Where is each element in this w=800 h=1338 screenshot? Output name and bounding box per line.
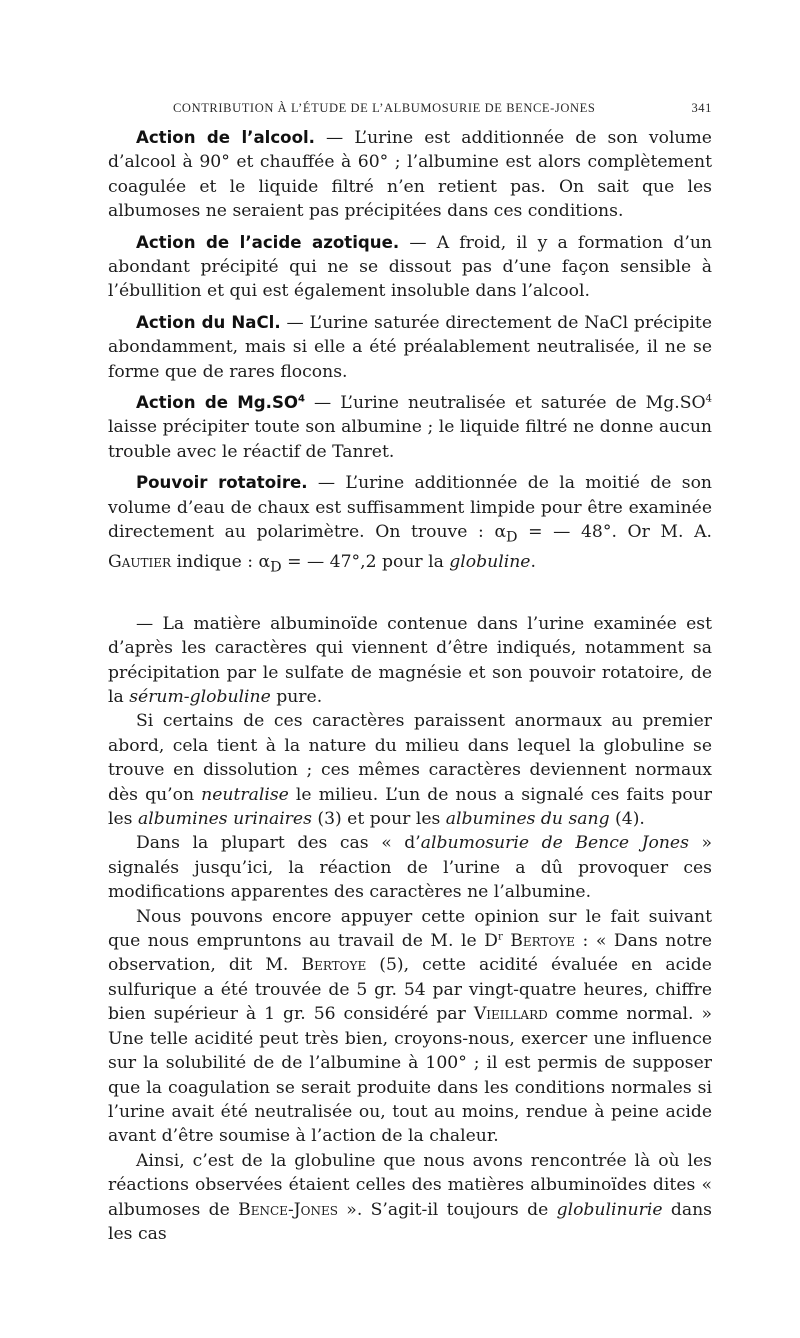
p4-text-d: comme normal. » Une telle acidité peut très bien, croyons-nous, exercer une influence sur la solubilité de de l’albumine à 100° ; il est permis de supposer que la coagulation se serait produite dans les conditions normales si l’urine avait été neutralisée ou, tout au moins, rendue à peine acide avant d’être soumise à l’action de la chaleur. <box>108 1004 712 1147</box>
p5-text-c: dans les cas <box>108 1199 712 1244</box>
alpha-subscript-2: D <box>270 559 282 576</box>
term-albumines-du-sang: albumines du sang <box>445 809 610 830</box>
text-rotatoire-d: = — 47°,2 pour la <box>281 551 450 572</box>
p1-text-b: pure. <box>270 687 323 707</box>
heading-action-azotique: Action de l’acide azotique. <box>136 232 400 252</box>
paragraph-bertoye <box>108 905 712 1149</box>
text-action-alcool: — L’urine est additionnée de son volume d’alcool à 90° et chauffée à 60° ; l’albumine est alors complètement coagulée et le liquide filtré n’en retient pas. On sait que les albumoses ne seraient pas précipitées dans ces conditions. <box>108 128 712 222</box>
alpha-subscript-1: D <box>506 529 518 546</box>
text-rotatoire-a: — L’urine additionnée de la moitié de son volume d’eau de chaux est suffisamment limpide pour être examinée directement au polarimètre. On trouve : α <box>108 473 712 543</box>
paragraph-matiere-albuminoide <box>108 612 712 710</box>
document-page <box>108 94 712 1246</box>
term-serum-globuline: sérum-globuline <box>129 687 271 707</box>
p4-text-b: : « Dans notre observation, dit M. <box>108 931 712 976</box>
heading-action-alcool: Action de l’alcool. <box>136 128 315 147</box>
p3-text-a: Dans la plupart des cas « d’ <box>136 833 421 854</box>
p2-text-d: (4). <box>609 809 645 830</box>
p3-text-b: » signalés jusqu’ici, la réaction de l’urine a dû provoquer ces modifications apparentes des caractères ne l’albumine. <box>108 833 712 903</box>
text-action-mgso-b: laisse précipiter toute son albumine ; le liquide filtré ne donne aucun trouble avec le réactif de Tanret. <box>108 417 712 462</box>
paragraph-plupart-des-cas <box>108 831 712 904</box>
paragraph-caracteres-anormaux <box>108 709 712 831</box>
page-number: 341 <box>691 101 712 115</box>
term-globulinurie: globulinurie <box>556 1199 663 1220</box>
author-bertoye-1: Bertoye <box>510 931 575 952</box>
paragraph-action-nacl <box>108 311 712 384</box>
author-gautier: Gautier <box>108 551 172 572</box>
p4-sup-r: r <box>497 931 503 943</box>
paragraph-ainsi <box>108 1149 712 1247</box>
text-action-azotique: — A froid, il y a formation d’un abondant précipité qui ne se dissout pas d’une façon sensible à l’ébullition et qui est également insoluble dans l’alcool. <box>108 232 713 302</box>
term-neutralise: neutralise <box>201 784 289 805</box>
text-rotatoire-b: = — 48°. Or M. A. <box>517 522 712 543</box>
term-albumines-urinaires: albumines urinaires <box>137 809 312 830</box>
heading-action-mgso <box>136 393 305 412</box>
term-globuline: globuline <box>449 551 531 572</box>
p4-text-a: Nous pouvons encore appuyer cette opinion sur le fait suivant que nous empruntons au travail de M. le D <box>108 906 712 952</box>
paragraph-action-mgso <box>108 391 712 464</box>
heading-action-nacl: Action du NaCl. <box>136 312 281 332</box>
p5-text-b: ». S’agit-il toujours de <box>337 1199 557 1220</box>
author-bence-jones: Bence-Jones <box>238 1199 338 1220</box>
paragraph-pouvoir-rotatoire <box>108 471 712 580</box>
paragraph-action-azotique <box>108 231 712 304</box>
p5-text-a: Ainsi, c’est de la globuline que nous avons rencontrée là où les réactions observées étaient celles des matières albuminoïdes dites « albumoses de <box>108 1150 712 1220</box>
heading-mgso-text: Action de Mg.SO <box>136 393 299 413</box>
text-mgso-sup: 4 <box>705 393 712 405</box>
p4-text-c: (5), cette acidité évaluée en acide sulfurique a été trouvée de 5 gr. 54 par vingt-quatre heures, chiffre bien supérieur à 1 gr. 56 considéré par <box>108 955 712 1025</box>
heading-mgso-sup: 4 <box>298 393 305 405</box>
p2-text-a: Si certains de ces caractères paraissent anormaux au premier abord, cela tient à la nature du milieu dans lequel la globuline se trouve en dissolution ; ces mêmes caractères deviennent normaux dès qu’on <box>108 711 712 805</box>
heading-pouvoir-rotatoire: Pouvoir rotatoire. <box>136 473 308 493</box>
author-vieillard: Vieillard <box>473 1004 548 1025</box>
running-title: CONTRIBUTION À L’ÉTUDE DE L’ALBUMOSURIE DE BENCE-JONES <box>173 101 596 115</box>
text-action-mgso-a: — L’urine neutralisée et saturée de Mg.SO <box>305 393 706 414</box>
paragraph-action-alcool <box>108 126 712 224</box>
text-action-nacl: — L’urine saturée directement de NaCl précipite abondamment, mais si elle a été préalablement neutralisée, il ne se forme que de rares flocons. <box>108 312 713 382</box>
running-header <box>108 94 712 114</box>
p1-text-a: — La matière albuminoïde contenue dans l’urine examinée est d’après les caractères qui viennent d’être indiqués, notamment sa précipitation par le sulfate de magnésie et son pouvoir rotatoire, de la <box>108 613 712 707</box>
p2-text-c: (3) et pour les <box>311 809 446 830</box>
p2-text-b: le milieu. L’un de nous a signalé ces faits pour les <box>108 784 713 830</box>
term-albumosurie-bence-jones: albumosurie de Bence Jones <box>420 833 689 854</box>
text-rotatoire-e: . <box>530 551 536 572</box>
text-rotatoire-c: indique : α <box>171 551 271 572</box>
author-bertoye-2: Bertoye <box>301 955 367 976</box>
